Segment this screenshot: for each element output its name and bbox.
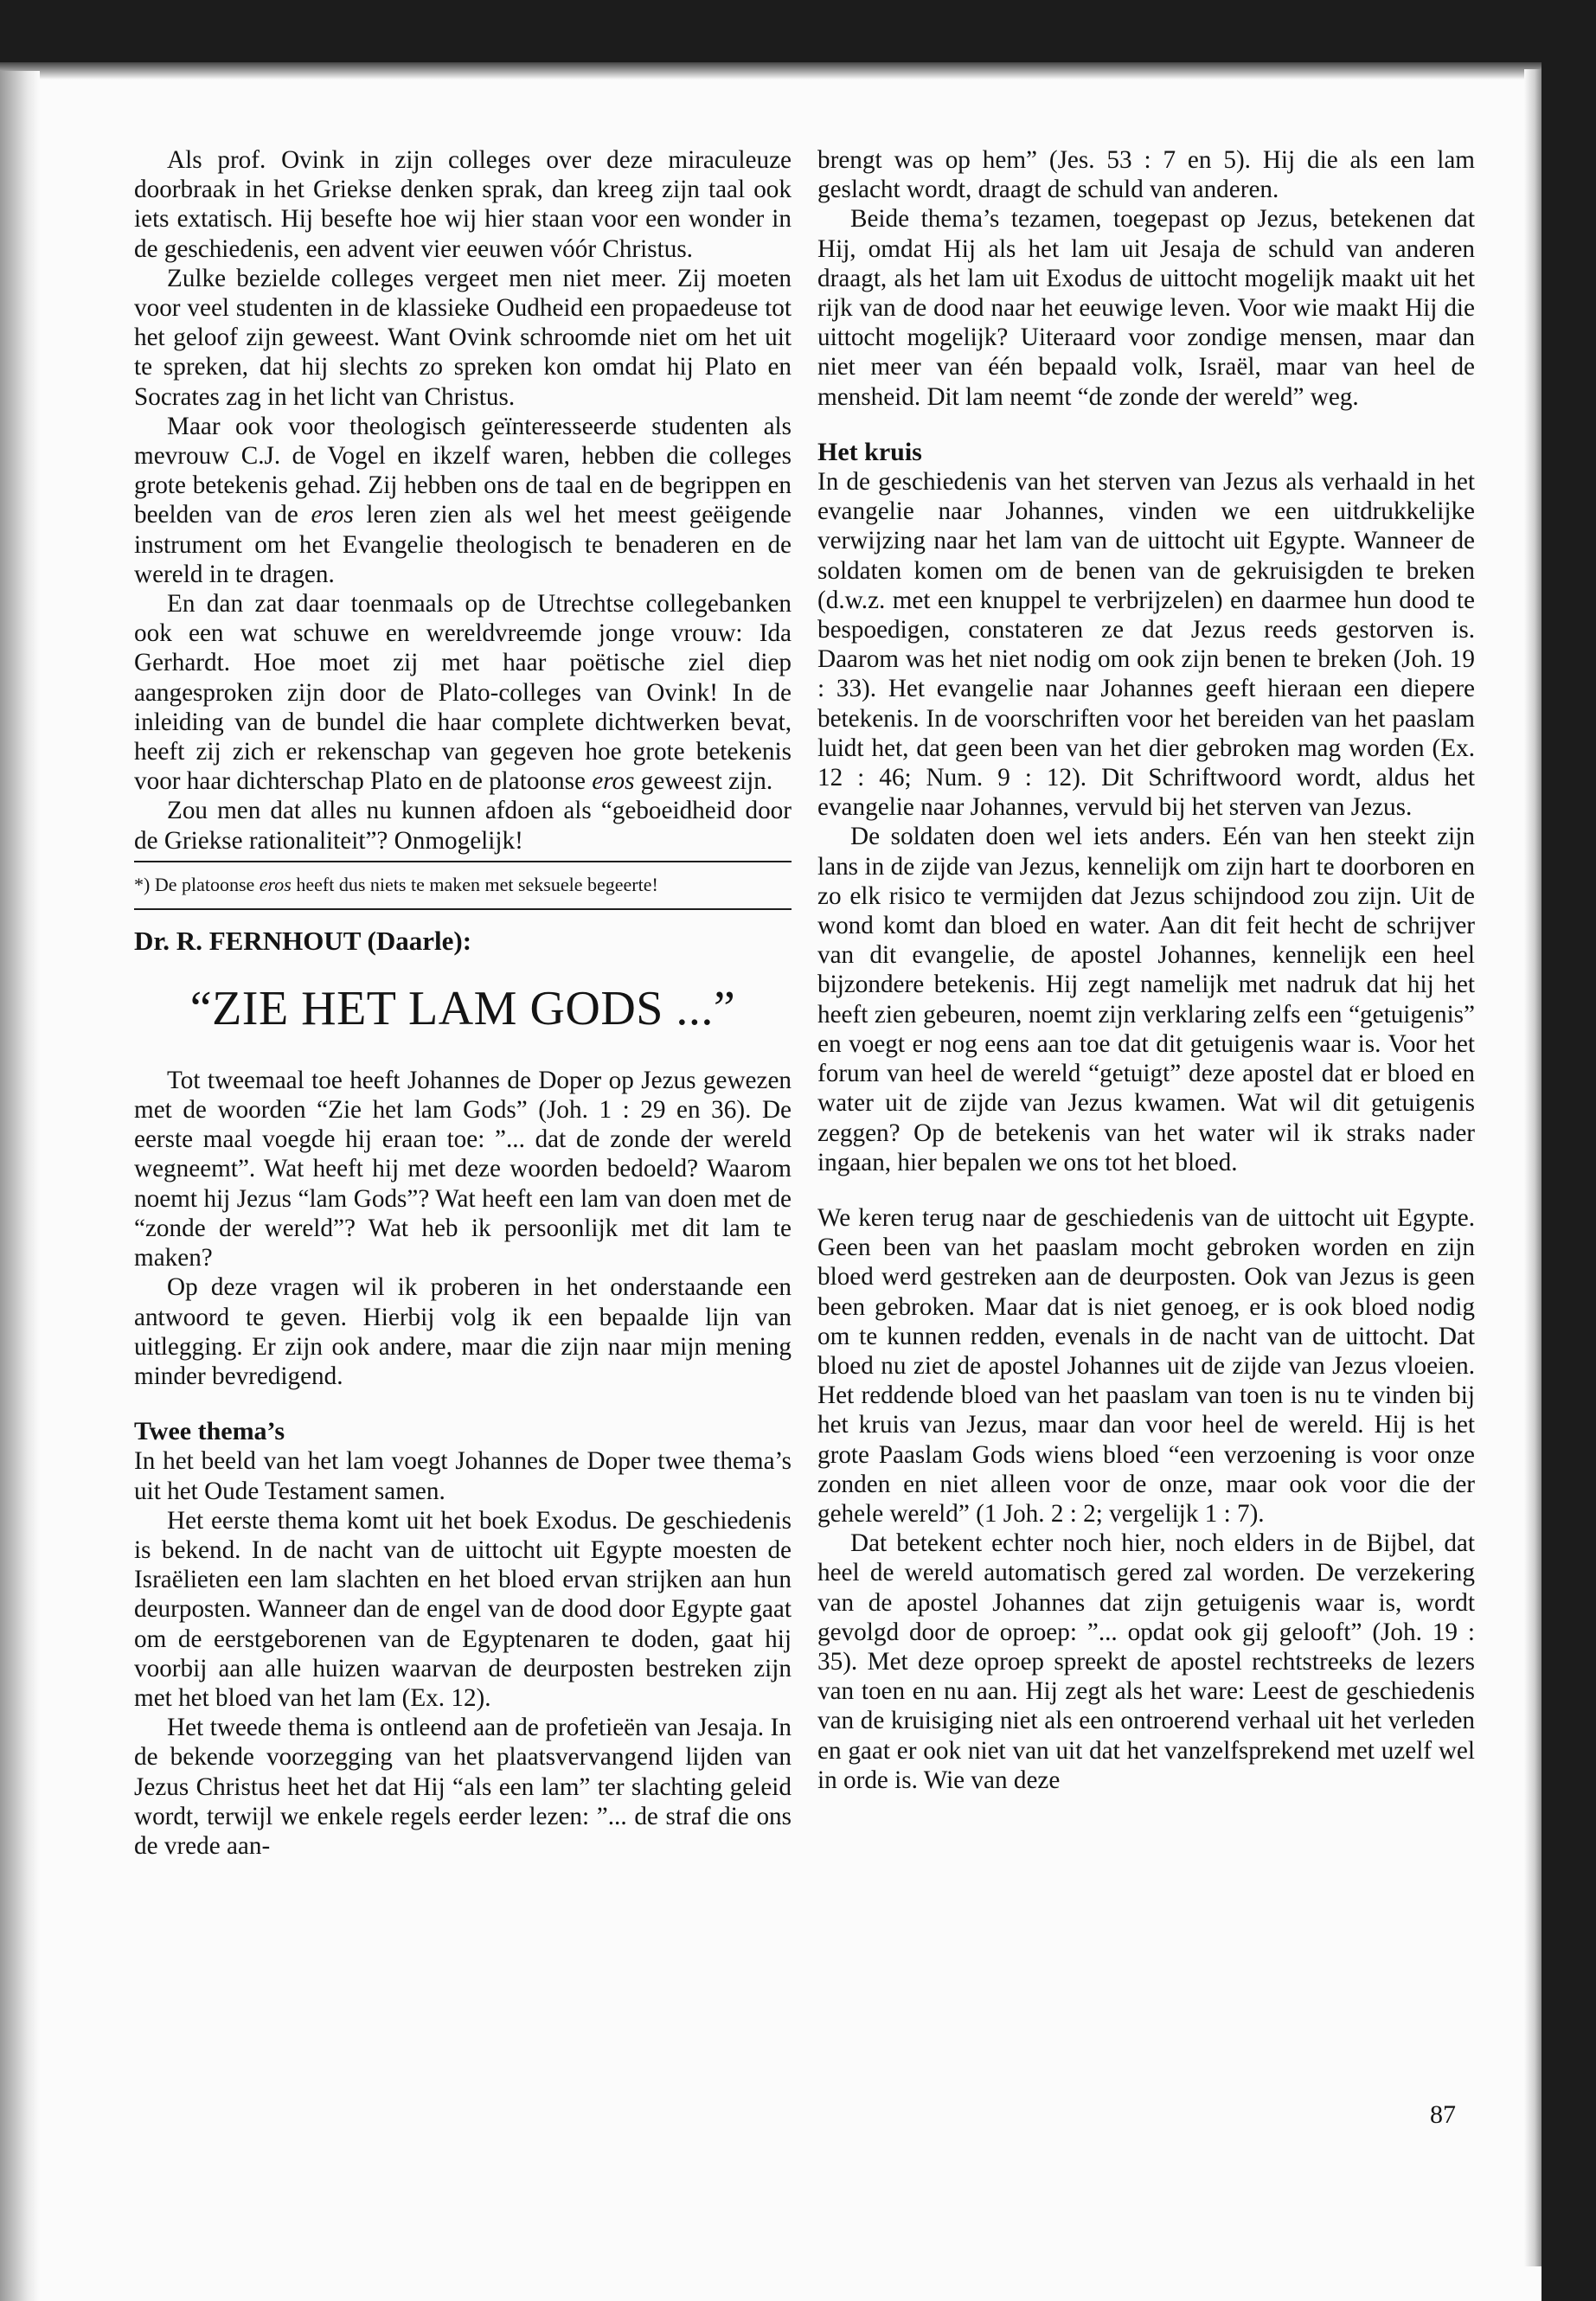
paragraph: En dan zat daar toenmaals op de Utrechtse collegebanken ook een wat schuwe en wereldvreemde jonge vrouw: Ida Gerhardt. Hoe moet zij met haar poëtische ziel diep aangesproken zijn door de Plato-colleges van Ovink! In de inleiding van de bundel die haar complete dichtwerken bevat, heeft zij zich er rekenschap van gegeven hoe grote betekenis voor haar dichterschap Plato en de platoonse eros geweest zijn. (134, 590, 792, 796)
paragraph: Tot tweemaal toe heeft Johannes de Doper op Jezus gewezen met de woorden “Zie het lam Gods” (Joh. 1 : 29 en 36). De eerste maal voegde hij eraan toe: ”... dat de zonde der wereld wegneemt”. Wat heeft hij met deze woorden bedoeld? Waarom noemt hij Jezus “lam Gods”? Wat heeft een lam van doen met de “zonde der wereld”? Wat heb ik persoonlijk met dit lam te maken? (134, 1066, 792, 1272)
page-number: 87 (1430, 2100, 1456, 2129)
paragraph: Zulke bezielde colleges vergeet men niet meer. Zij moeten voor veel studenten in de klassieke Oudheid een propaedeuse tot het geloof zijn geweest. Want Ovink schroomde niet om het uit te spreken, dat hij slechts zo spreken kon omdat hij Plato en Socrates zag in het licht van Christus. (134, 264, 792, 411)
emphasis: eros (259, 873, 292, 895)
paragraph: Het eerste thema komt uit het boek Exodus. De geschiedenis is bekend. In de nacht van de uittocht uit Egypte moesten de Israëlieten een lam slachten en het bloed ervan strijken aan hun deurposten. Wanneer dan de engel van de dood door Egypte gaat om de eerstgeborenen van de Egyptenaren te doden, gaat hij voorbij aan alle huizen waarvan de deurposten bestreken zijn met het bloed van het lam (Ex. 12). (134, 1506, 792, 1712)
article-title: “ZIE HET LAM GODS ...” (189, 981, 736, 1035)
paragraph: Dat betekent echter noch hier, noch elders in de Bijbel, dat heel de wereld automatisch gered zal worden. De verzekering van de apostel Johannes dat zijn getuigenis waar is, wordt gevolgd door de oproep: ”... opdat ook gij gelooft” (Joh. 19 : 35). Met deze oproep spreekt de apostel rechtstreeks de lezers van toen en nu aan. Hij zegt als het ware: Leest de geschiedenis van de kruisiging niet als een ontroerend verhaal uit het verleden en gaat er ook niet van uit dat het vanzelfsprekend met uzelf wel in orde is. Wie van deze (817, 1529, 1475, 1794)
spacer (134, 1391, 792, 1417)
paragraph: In de geschiedenis van het sterven van Jezus als verhaald in het evangelie naar Johannes, vinden we een uitdrukkelijke verwijzing naar het lam van de uittocht uit Egypte. Wanneer de soldaten komen om de benen van de gekruisigden te breken (d.w.z. met een knuppel te verbrijzelen) en daarmee hun dood te bespoedigen, constateren ze dat Jezus reeds gestorven is. Daarom was het niet nodig om ook zijn benen te breken (Joh. 19 : 33). Het evangelie naar Johannes geeft hieraan een diepere betekenis. In de voorschriften voor het bereiden van het paaslam luidt het, dat geen been van het dier gebroken mag worden (Ex. 12 : 46; Num. 9 : 12). Dit Schriftwoord wordt, aldus het evangelie naar Johannes, vervuld bij het sterven van Jezus. (817, 468, 1475, 822)
paragraph: Als prof. Ovink in zijn colleges over deze miraculeuze doorbraak in het Griekse denken sprak, dan kreeg zijn taal ook iets extatisch. Hij besefte hoe wij hier staan voor een wonder in de geschiedenis, een advent vier eeuwen vóór Christus. (134, 146, 792, 263)
paragraph: We keren terug naar de geschiedenis van de uittocht uit Egypte. Geen been van het paaslam mocht gebroken worden en zijn bloed werd gestreken aan de deurposten. Ook van Jezus is geen been gebroken. Maar dat is niet genoeg, er is ook bloed nodig om te kunnen redden, evenals in de nacht van de uittocht. Dat bloed nu ziet de apostel Johannes uit de zijde van Jezus vloeien. Het reddende bloed van het paaslam van toen is nu te vinden bij het kruis van Jezus, maar dan voor heel de wereld. Hij is het grote Paaslam Gods wiens bloed “een verzoening is voor onze zonden en niet alleen voor de onze, maar ook voor die der gehele wereld” (1 Joh. 2 : 2; vergelijk 1 : 7). (817, 1203, 1475, 1528)
divider (134, 908, 792, 910)
paragraph: Op deze vragen wil ik proberen in het onderstaande een antwoord te geven. Hierbij volg ik een bepaalde lijn van uitlegging. Er zijn ook andere, maar die zijn naar mijn mening minder bevredigend. (134, 1273, 792, 1390)
paragraph: Maar ook voor theologisch geïnteresseerde studenten als mevrouw C.J. de Vogel en ikzelf waren, hebben die colleges grote betekenis gehad. Zij hebben ons de taal en de begrippen en beelden van de eros leren zien als wel het meest geëigende instrument om het Evangelie theologisch te benaderen en de wereld in te dragen. (134, 412, 792, 588)
emphasis: eros (311, 501, 354, 529)
paragraph: Beide thema’s tezamen, toegepast op Jezus, betekenen dat Hij, omdat Hij als het lam uit Jesaja de schuld van anderen draagt, als het lam uit Exodus de uittocht mogelijk maakt uit het rijk van de dood naar het eeuwige leven. Voor wie maakt Hij die uittocht mogelijk? Uiteraard voor zondige mensen, maar dan niet meer van één bepaald volk, Israël, maar van heel de mensheid. Dit lam neemt “de zonde der wereld” weg. (817, 205, 1475, 411)
left-column (134, 145, 792, 1861)
paragraph: In het beeld van het lam voegt Johannes de Doper twee thema’s uit het Oude Testament samen. (134, 1447, 792, 1505)
paragraph: De soldaten doen wel iets anders. Eén van hen steekt zijn lans in de zijde van Jezus, kennelijk om zijn hart te doorboren en zo elk risico te vermijden dat Jezus schijndood zou zijn. Uit de wond komt dan bloed en water. Aan dit feit hecht de schrijver van dit evangelie, de apostel Johannes, kennelijk een heel bijzondere betekenis. Hij zegt namelijk met nadruk dat hij het heeft zien gebeuren, noemt zijn verklaring zelfs een “getuigenis” en voegt er nog eens aan toe dat dit getuigenis waar is. Voor het forum van heel de wereld “getuigt” deze apostel dat er bloed en water uit de zijde van Jezus kwamen. Wat wil dit getuigenis zeggen? Op de betekenis van het water wil ik straks nader ingaan, hier bepalen we ons tot het bloed. (817, 823, 1475, 1176)
paragraph: brengt was op hem” (Jes. 53 : 7 en 5). Hij die als een lam geslacht wordt, draagt de schuld van anderen. (817, 146, 1475, 204)
emphasis: eros (592, 767, 635, 796)
divider (134, 861, 792, 862)
footnote: *) De platoonse eros heeft dus niets te maken met seksuele begeerte! (134, 873, 658, 895)
section-heading: Twee thema’s (134, 1417, 285, 1446)
spacer (817, 412, 1475, 438)
article-byline: Dr. R. FERNHOUT (Daarle): (134, 925, 472, 956)
paragraph: Het tweede thema is ontleend aan de profetieën van Jesaja. In de bekende voorzegging van het plaatsvervangend lijden van Jezus Christus heet het dat Hij “als een lam” ter slachting geleid wordt, terwijl we enkele regels eerder lezen: ”... de straf die ons de vrede aan- (134, 1714, 792, 1860)
paragraph: Zou men dat alles nu kunnen afdoen als “geboeidheid door de Griekse rationaliteit”? Onmogelijk! (134, 797, 792, 855)
right-column (817, 145, 1475, 1795)
spacer (817, 1177, 1475, 1203)
section-heading: Het kruis (817, 437, 922, 466)
